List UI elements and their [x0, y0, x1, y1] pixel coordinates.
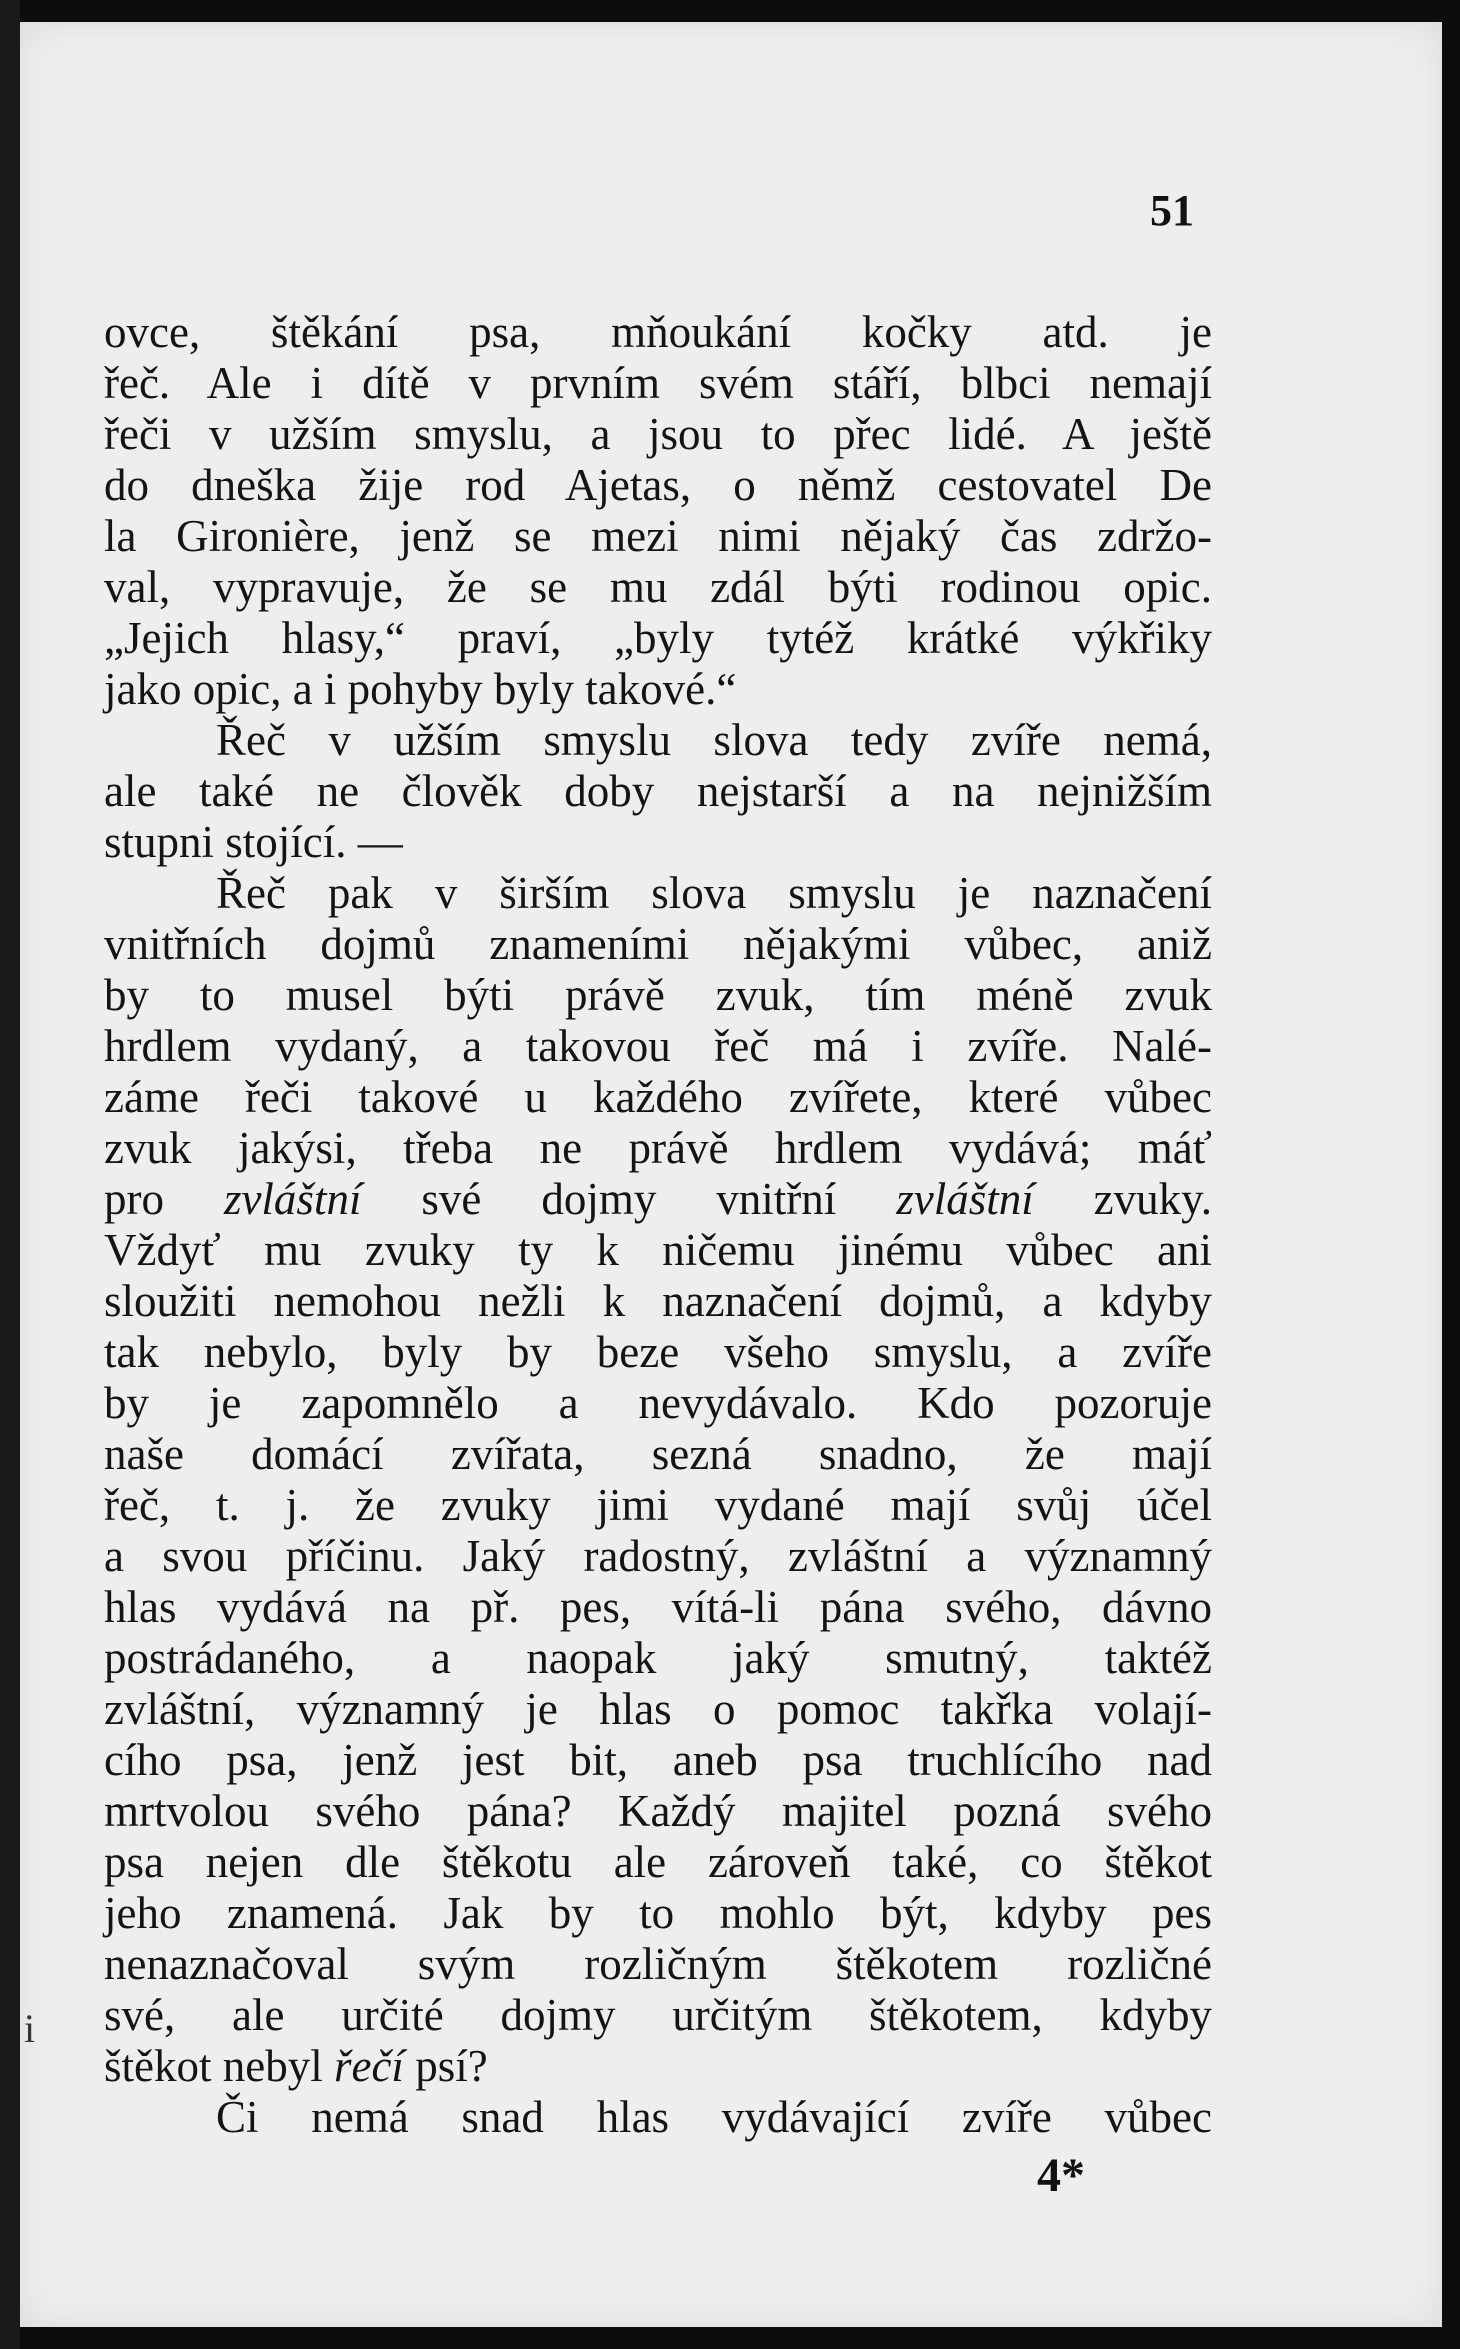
text-line: mrtvolou svého pána? Každý majitel pozná svého	[104, 1786, 1212, 1836]
text-line: nenaznačoval svým rozličným štěkotem rozličné	[104, 1939, 1212, 1989]
text-line: stupni stojící. —	[104, 817, 403, 867]
text-line: do dneška žije rod Ajetas, o němž cestovatel De	[104, 460, 1212, 510]
page-number: 51	[1150, 186, 1194, 235]
text-line: své, ale určité dojmy určitým štěkotem, kdyby	[104, 1990, 1212, 2040]
scan-left-edge	[0, 0, 20, 2349]
text-fragment: psí?	[403, 2041, 488, 2091]
text-line: Vždyť mu zvuky ty k ničemu jinému vůbec ani	[104, 1225, 1212, 1275]
italic-word: zvláštní	[223, 1174, 362, 1224]
signature-mark: 4*	[1037, 2149, 1085, 2202]
text-line: postrádaného, a naopak jaký smutný, taktéž	[104, 1633, 1212, 1683]
text-line: ovce, štěkání psa, mňoukání kočky atd. je	[104, 307, 1212, 357]
text-line: jako opic, a i pohyby byly takové.“	[104, 664, 737, 714]
text-line: cího psa, jenž jest bit, aneb psa truchlícího nad	[104, 1735, 1212, 1785]
text-line	[104, 1174, 1212, 1225]
italic-word: řečí	[333, 2041, 404, 2091]
text-line: řeč. Ale i dítě v prvním svém stáří, blbci nemají	[104, 358, 1212, 408]
text-line: záme řeči takové u každého zvířete, které vůbec	[104, 1072, 1212, 1122]
text-line: Řeč v užším smyslu slova tedy zvíře nemá,	[216, 715, 1212, 765]
text-line	[104, 2041, 1212, 2092]
text-line: zvuk jakýsi, třeba ne právě hrdlem vydává; máť	[104, 1123, 1212, 1173]
text-line: la Gironière, jenž se mezi nimi nějaký čas zdržo-	[104, 511, 1212, 561]
text-line: vnitřních dojmů znameními nějakými vůbec, aniž	[104, 919, 1212, 969]
text-fragment: štěkot nebyl	[104, 2041, 334, 2091]
text-line: a svou příčinu. Jaký radostný, zvláštní a významný	[104, 1531, 1212, 1581]
italic-word: zvláštní	[896, 1174, 1034, 1224]
text-line: zvláštní, významný je hlas o pomoc takřka volají-	[104, 1684, 1212, 1734]
text-line: „Jejich hlasy,“ praví, „byly tytéž krátké výkřiky	[104, 613, 1212, 663]
text-line: Řeč pak v širším slova smyslu je naznačení	[216, 868, 1212, 918]
text-line: sloužiti nemohou nežli k naznačení dojmů, a kdyby	[104, 1276, 1212, 1326]
text-line: val, vypravuje, že se mu zdál býti rodinou opic.	[104, 562, 1212, 612]
text-fragment: zvuky.	[1033, 1174, 1212, 1224]
text-fragment: své dojmy vnitřní	[361, 1174, 897, 1224]
text-line: tak nebylo, byly by beze všeho smyslu, a zvíře	[104, 1327, 1212, 1377]
text-line: řeči v užším smyslu, a jsou to přec lidé. A ještě	[104, 409, 1212, 459]
text-line: řeč, t. j. že zvuky jimi vydané mají svůj účel	[104, 1480, 1212, 1530]
text-line: jeho znamená. Jak by to mohlo být, kdyby pes	[104, 1888, 1212, 1938]
text-line: by to musel býti právě zvuk, tím méně zvuk	[104, 970, 1212, 1020]
text-line: hlas vydává na př. pes, vítá-li pána svého, dávno	[104, 1582, 1212, 1632]
text-line: by je zapomnělo a nevydávalo. Kdo pozoruje	[104, 1378, 1212, 1428]
text-line: naše domácí zvířata, sezná snadno, že mají	[104, 1429, 1212, 1479]
margin-mark: i	[24, 2006, 36, 2051]
text-line: hrdlem vydaný, a takovou řeč má i zvíře. Nalé-	[104, 1021, 1212, 1071]
text-line: ale také ne člověk doby nejstarší a na nejnižším	[104, 766, 1212, 816]
body-text	[104, 307, 1212, 2143]
text-line: Či nemá snad hlas vydávající zvíře vůbec	[216, 2092, 1212, 2142]
scan-top-edge	[0, 0, 1460, 22]
text-line: psa nejen dle štěkotu ale zároveň také, co štěkot	[104, 1837, 1212, 1887]
text-fragment: pro	[104, 1174, 224, 1224]
